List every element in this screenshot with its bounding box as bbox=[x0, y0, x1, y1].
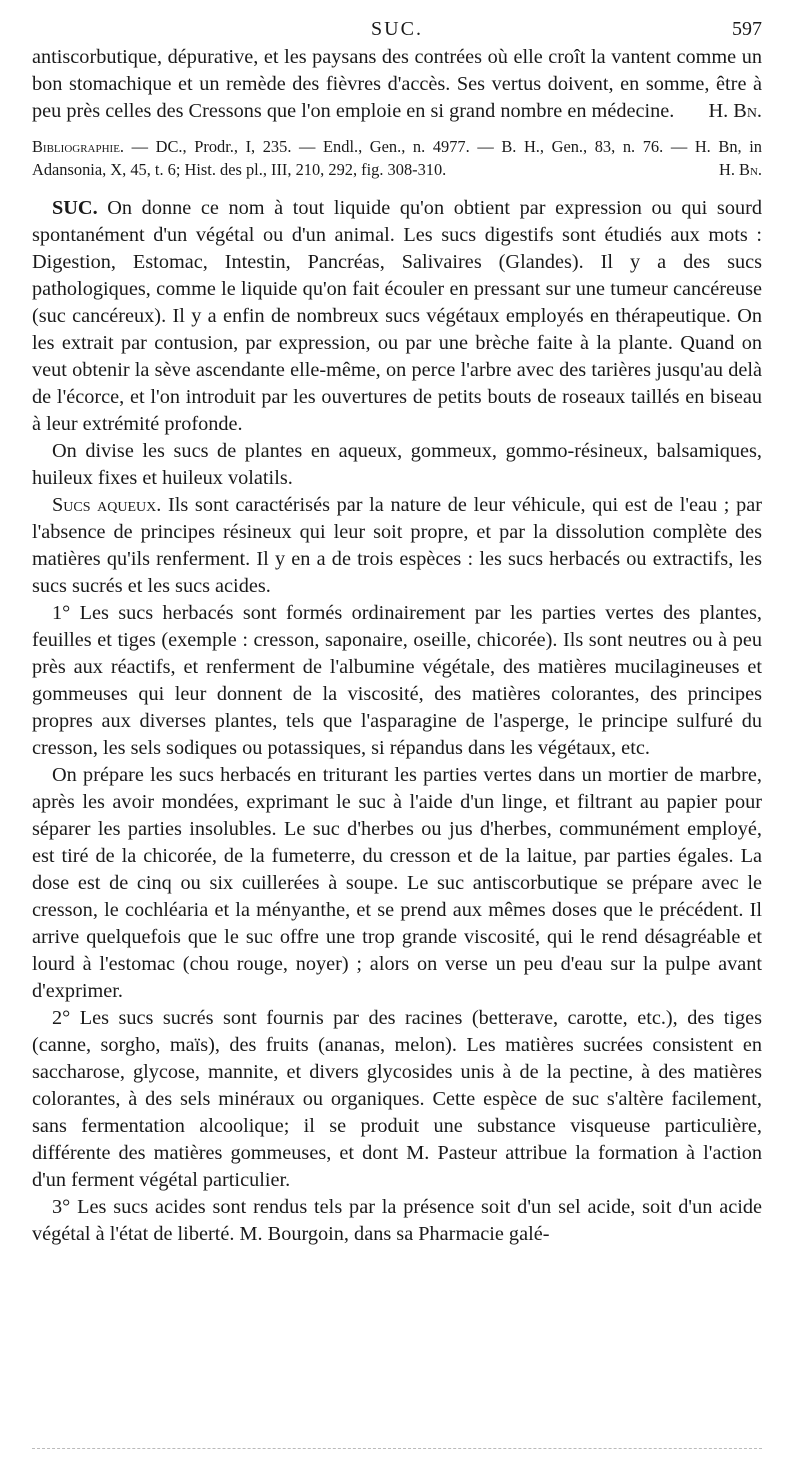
subsection-heading: Sucs aqueux. bbox=[52, 494, 162, 516]
entry-paragraph-3-text: Ils sont caractérisés par la nature de leur véhicule, qui est de l'eau ; par l'absence de principes résineux qui leur soit propre, et par la dissolution complète des matières qu'ils renferment. Il y en a de trois espèces : les sucs herbacés ou extractifs, les sucs sucrés et les sucs acides. bbox=[32, 494, 762, 597]
page-header bbox=[32, 0, 762, 44]
entry-paragraph-5: On prépare les sucs herbacés en triturant les parties vertes dans un mortier de marbre, après les avoir mondées, exprimant le suc à l'aide d'un linge, et filtrant au papier pour séparer les parties insolubles. Le suc d'herbes ou jus d'herbes, communément employé, est tiré de la chicorée, de la fumeterre, du cresson et de la laitue, par parties égales. La dose est de cinq ou six cuillerées à soupe. Le suc antiscorbutique se prépare avec le cresson, le cochléaria et la ményanthe, et se prend aux mêmes doses que le précédent. Il arrive quelquefois que le suc offre une trop grande viscosité, qui le rend désagréable et lourd à l'estomac (chou rouge, noyer) ; alors on verse un peu d'eau sur la pulpe avant d'exprimer. bbox=[32, 764, 762, 1002]
top-paragraph bbox=[32, 44, 762, 125]
bibliography bbox=[32, 135, 762, 181]
entry-paragraph-2: On divise les sucs de plantes en aqueux, gommeux, gommo-résineux, balsamiques, huileux fixes et huileux volatils. bbox=[32, 440, 762, 489]
top-paragraph-signature: H. Bn. bbox=[708, 100, 762, 122]
bibliography-signature: H. Bn. bbox=[718, 160, 762, 179]
top-paragraph-text: antiscorbutique, dépurative, et les paysans des contrées où elle croît la vantent comme un bon stomachique et un remède des fièvres d'accès. Ses vertus doivent, en somme, être à peu près celles des Cressons que l'on emploie en si grand nombre en médecine. bbox=[32, 46, 762, 122]
running-head: SUC. bbox=[371, 18, 423, 40]
entry-paragraph-1-text: On donne ce nom à tout liquide qu'on obtient par expression ou qui sourd spontanément d'un végétal ou d'un animal. Les sucs digestifs sont étudiés aux mots : Digestion, Estomac, Intestin, Pancréas, Salivaires (Glandes). Il y a des sucs pathologiques, comme le liquide qu'on fait écouler en pressant sur une tumeur cancéreuse (suc cancéreux). Il y a enfin de nombreux sucs végétaux employés en thérapeutique. On les extrait par contusion, par expression, ou par une brèche faite à la plante. Quand on veut obtenir la sève ascendante elle-même, on perce l'arbre avec des tarières jusqu'au delà de l'écorce, et l'on introduit par les ouvertures de petits bouts de roseaux taillés en biseau à leur extrémité profonde. bbox=[32, 197, 762, 435]
bibliography-label: Bibliographie. bbox=[32, 137, 125, 156]
entry-paragraph-1 bbox=[32, 195, 762, 438]
entry-paragraph-6: 2° Les sucs sucrés sont fournis par des racines (betterave, carotte, etc.), des tiges (canne, sorgho, maïs), des fruits (ananas, melon). Les matières sucrées consistent en saccharose, glycose, mannite, et divers glycosides unis à de la pectine, à des matières colorantes, à des sels minéraux ou organiques. Cette espèce de suc s'altère facilement, sans fermentation alcoolique; il se produit une substance visqueuse particulière, différente des matières gommeuses, et dont M. Pasteur attribue la formation à l'action d'un ferment végétal particulier. bbox=[32, 1007, 762, 1191]
entry-paragraph-7: 3° Les sucs acides sont rendus tels par la présence soit d'un sel acide, soit d'un acide végétal à l'état de liberté. M. Bourgoin, dans sa Pharmacie galé- bbox=[32, 1196, 762, 1245]
entry-paragraph-4: 1° Les sucs herbacés sont formés ordinairement par les parties vertes des plantes, feuilles et tiges (exemple : cresson, saponaire, oseille, chicorée). Ils sont neutres ou à peu près aux réactifs, et renferment de l'albumine végétale, des matières mucilagineuses et gommeuses qui leur donnent de la viscosité, des matières colorantes, des principes propres aux diverses plantes, tels que l'asparagine de l'asperge, le principe sulfuré du cresson, les sels sodiques ou potassiques, si répandus dans les végétaux, etc. bbox=[32, 602, 762, 759]
page-number: 597 bbox=[732, 18, 762, 40]
entry-headword: SUC. bbox=[52, 197, 98, 219]
entry-paragraph-3 bbox=[32, 492, 762, 600]
footer-rule bbox=[32, 1448, 762, 1449]
bibliography-text: — DC., Prodr., I, 235. — Endl., Gen., n. 4977. — B. H., Gen., 83, n. 76. — H. Bn, in Adansonia, X, 45, t. 6; Hist. des pl., III, 210, 292, fig. 308-310. bbox=[32, 137, 762, 179]
